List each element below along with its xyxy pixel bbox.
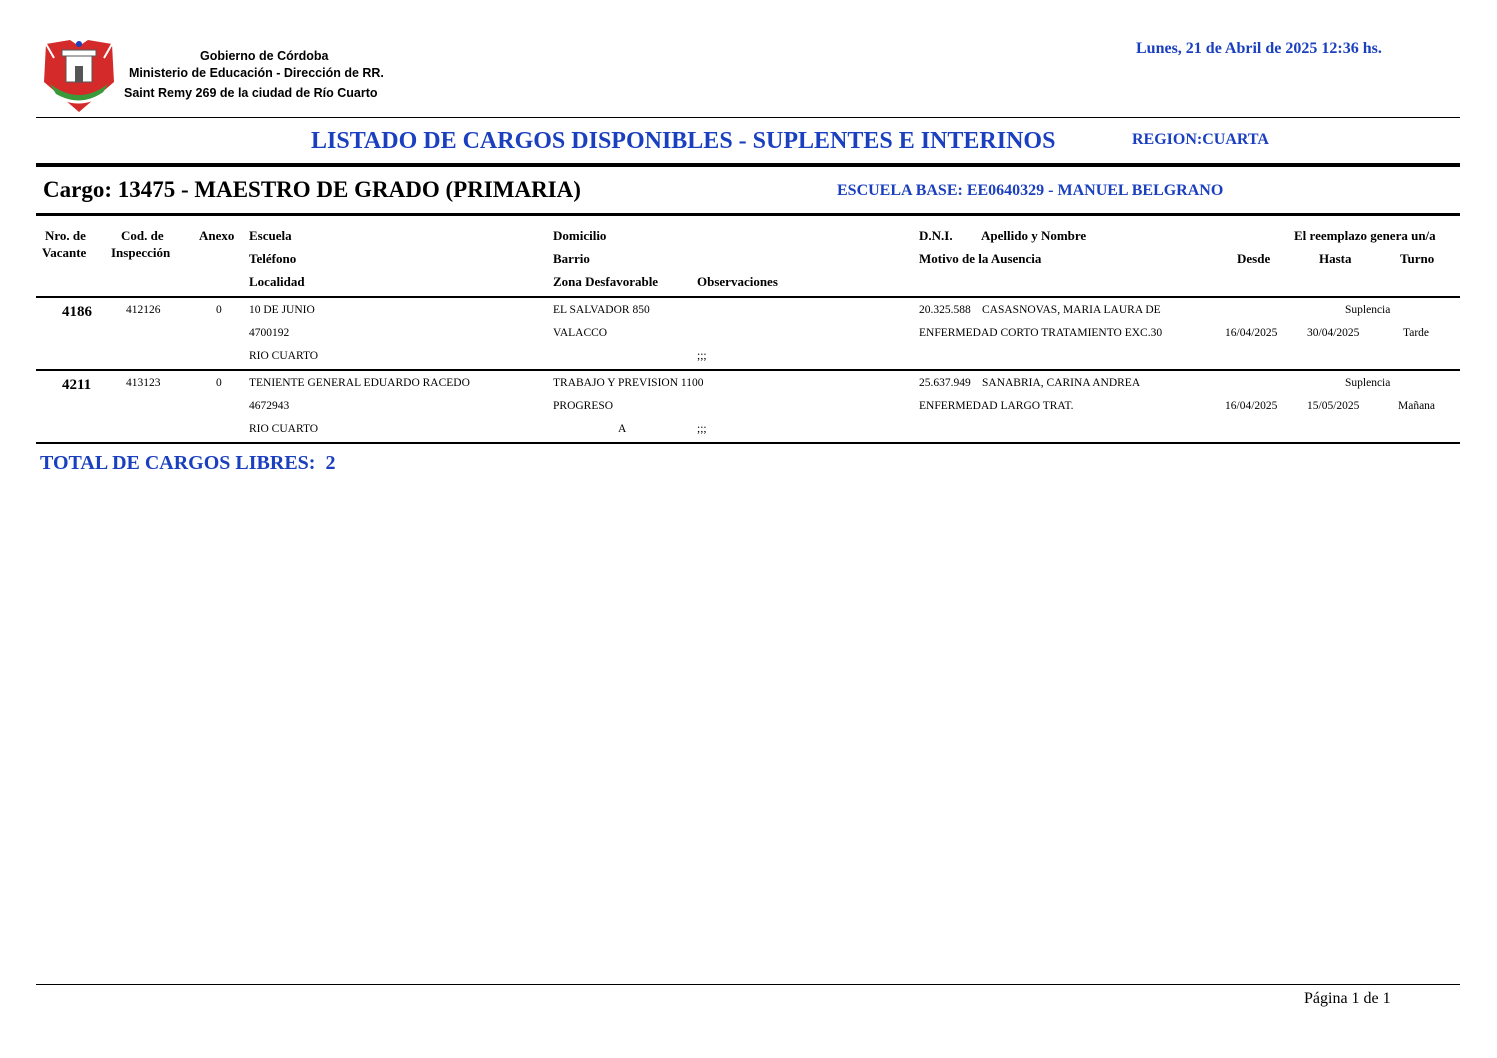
vacante-number: 4211 bbox=[62, 377, 92, 393]
row-divider bbox=[36, 369, 1460, 371]
title-divider bbox=[36, 163, 1460, 167]
footer-divider bbox=[36, 984, 1460, 985]
localidad: RIO CUARTO bbox=[249, 350, 319, 362]
col-nro-1: Nro. de bbox=[45, 228, 86, 243]
col-hasta: Hasta bbox=[1319, 251, 1352, 266]
hasta: 30/04/2025 bbox=[1307, 327, 1360, 339]
col-apellido: Apellido y Nombre bbox=[981, 228, 1087, 243]
desde: 16/04/2025 bbox=[1225, 400, 1278, 412]
region-label: REGION:CUARTA bbox=[1132, 131, 1269, 148]
desde: 16/04/2025 bbox=[1225, 327, 1278, 339]
header-divider bbox=[36, 296, 1460, 298]
col-turno: Turno bbox=[1400, 251, 1435, 266]
dni: 25.637.949 bbox=[919, 377, 971, 389]
vacante-number: 4186 bbox=[62, 304, 92, 320]
tipo-reemplazo: Suplencia bbox=[1345, 304, 1391, 316]
barrio: PROGRESO bbox=[553, 400, 614, 412]
domicilio: TRABAJO Y PREVISION 1100 bbox=[553, 377, 704, 389]
localidad: RIO CUARTO bbox=[249, 423, 319, 435]
observaciones: ;;; bbox=[697, 423, 707, 435]
cod-inspeccion: 412126 bbox=[126, 304, 161, 316]
domicilio: EL SALVADOR 850 bbox=[553, 304, 650, 316]
col-reemplazo: El reemplazo genera un/a bbox=[1294, 228, 1436, 243]
apellido-nombre: CASASNOVAS, MARIA LAURA DE bbox=[982, 304, 1161, 316]
col-zona: Zona Desfavorable bbox=[553, 274, 659, 289]
hasta: 15/05/2025 bbox=[1307, 400, 1360, 412]
ministry-name: Ministerio de Educación - Dirección de RR. bbox=[129, 66, 384, 80]
col-anexo: Anexo bbox=[199, 228, 235, 243]
barrio: VALACCO bbox=[553, 327, 608, 339]
coat-of-arms-logo bbox=[40, 36, 118, 114]
col-barrio: Barrio bbox=[553, 251, 590, 266]
escuela: TENIENTE GENERAL EDUARDO RACEDO bbox=[249, 377, 470, 389]
top-divider bbox=[36, 117, 1460, 118]
report-title: LISTADO DE CARGOS DISPONIBLES - SUPLENTES E INTERINOS bbox=[311, 128, 1056, 154]
col-desde: Desde bbox=[1237, 251, 1271, 266]
address: Saint Remy 269 de la ciudad de Río Cuarto bbox=[124, 86, 378, 100]
anexo: 0 bbox=[216, 304, 222, 316]
cargo-divider bbox=[36, 213, 1460, 216]
dni: 20.325.588 bbox=[919, 304, 971, 316]
col-motivo: Motivo de la Ausencia bbox=[919, 251, 1042, 266]
col-nro-2: Vacante bbox=[42, 245, 87, 260]
escuela: 10 DE JUNIO bbox=[249, 304, 315, 316]
page-number: Página 1 de 1 bbox=[1304, 990, 1391, 1007]
col-observaciones: Observaciones bbox=[697, 274, 778, 289]
escuela-base: ESCUELA BASE: EE0640329 - MANUEL BELGRANO bbox=[837, 182, 1224, 199]
motivo: ENFERMEDAD LARGO TRAT. bbox=[919, 400, 1074, 412]
col-escuela: Escuela bbox=[249, 228, 292, 243]
telefono: 4700192 bbox=[249, 327, 290, 339]
apellido-nombre: SANABRIA, CARINA ANDREA bbox=[982, 377, 1141, 389]
gov-name: Gobierno de Córdoba bbox=[200, 49, 329, 63]
telefono: 4672943 bbox=[249, 400, 290, 412]
col-telefono: Teléfono bbox=[249, 251, 297, 266]
col-cod-2: Inspección bbox=[111, 245, 171, 260]
col-localidad: Localidad bbox=[249, 274, 305, 289]
table-bottom-divider bbox=[36, 442, 1460, 444]
col-domicilio: Domicilio bbox=[553, 228, 607, 243]
report-datetime: Lunes, 21 de Abril de 2025 12:36 hs. bbox=[1136, 40, 1382, 57]
tipo-reemplazo: Suplencia bbox=[1345, 377, 1391, 389]
shield-icon bbox=[40, 36, 118, 114]
zona: A bbox=[618, 423, 627, 435]
col-cod-1: Cod. de bbox=[121, 228, 164, 243]
turno: Tarde bbox=[1403, 327, 1430, 339]
turno: Mañana bbox=[1398, 400, 1436, 412]
anexo: 0 bbox=[216, 377, 222, 389]
motivo: ENFERMEDAD CORTO TRATAMIENTO EXC.30 bbox=[919, 327, 1163, 339]
observaciones: ;;; bbox=[697, 350, 707, 362]
total-cargos: TOTAL DE CARGOS LIBRES: 2 bbox=[40, 452, 336, 474]
cargo-heading: Cargo: 13475 - MAESTRO DE GRADO (PRIMARIA) bbox=[43, 177, 581, 202]
col-dni: D.N.I. bbox=[919, 228, 953, 243]
cod-inspeccion: 413123 bbox=[126, 377, 161, 389]
